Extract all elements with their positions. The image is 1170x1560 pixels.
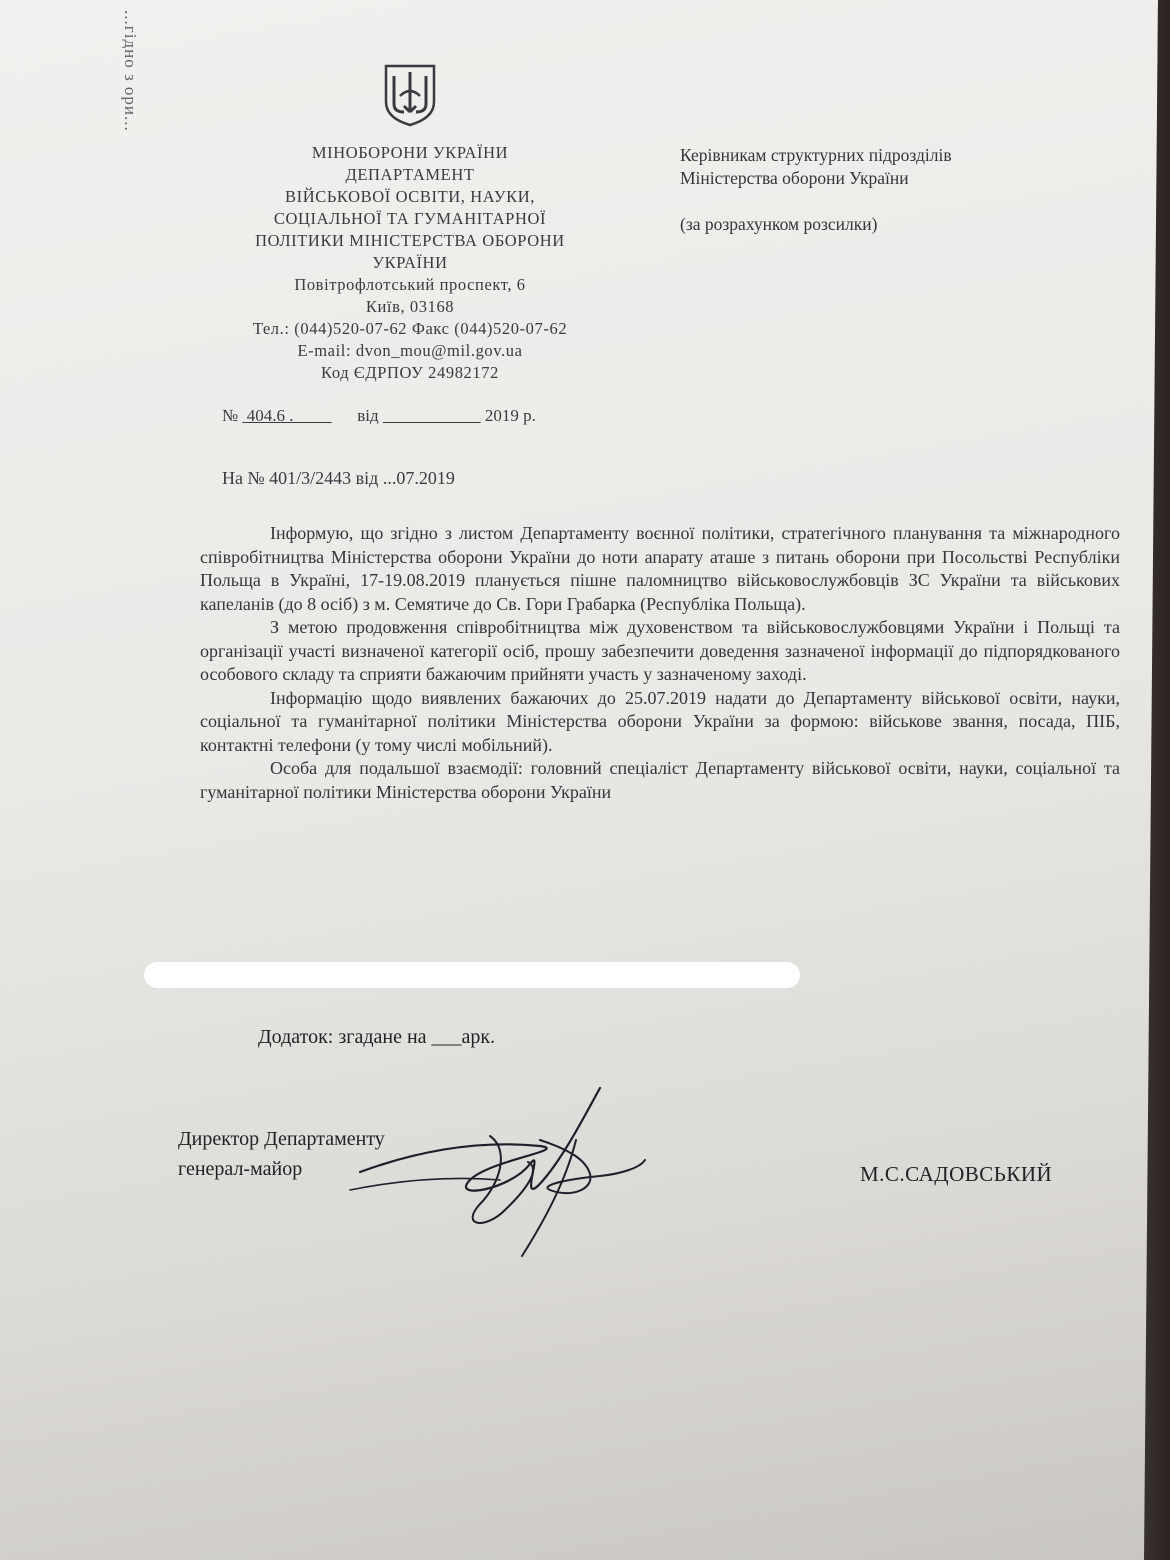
signer-position: Директор Департаменту — [178, 1128, 385, 1150]
registration-line — [222, 406, 536, 426]
vertical-margin-note: ...гідно з ори... — [121, 10, 140, 132]
body-paragraph: З метою продовження співробітництва між духовенством та військовослужбовцями України і Польщі та організації участі визначеної категорії осіб, прошу забезпечити доведення зазначеної інформації до підпорядкованого особового складу та сприяти бажаючим прийняти участь у зазначеному заході. — [200, 617, 1120, 684]
letterhead-address: Повітрофлотський проспект, 6 — [294, 275, 526, 294]
body-paragraph: Інформацію щодо виявлених бажаючих до 25.07.2019 надати до Департаменту військової освіти, науки, соціальної та гуманітарної політики Міністерства оборони України за формою: військове звання, посада, ПІБ, контактні телефони (у тому числі мобільний). — [200, 687, 1120, 755]
recipient-note: (за розрахунком розсилки) — [680, 214, 878, 234]
signer-rank: генерал-майор — [178, 1158, 303, 1180]
registration-number: 404.6 . — [246, 406, 332, 425]
letterhead-line: УКРАЇНИ — [372, 253, 448, 272]
registration-date-prefix: від — [357, 406, 379, 425]
letterhead-line: ПОЛІТИКИ МІНІСТЕРСТВА ОБОРОНИ — [255, 231, 565, 250]
registration-number-prefix: № — [222, 406, 239, 425]
handwritten-signature — [340, 1080, 660, 1270]
recipient-line: Міністерства оборони України — [680, 168, 909, 188]
letterhead-line: СОЦІАЛЬНОЇ ТА ГУМАНІТАРНОЇ — [273, 209, 547, 228]
reference-line: На № 401/3/2443 від ...07.2019 — [222, 468, 455, 488]
redaction-bar — [144, 962, 800, 988]
letterhead-city: Київ, 03168 — [365, 297, 455, 316]
letterhead-email: E-mail: dvon_mou@mil.gov.ua — [297, 341, 523, 360]
signer-name: М.С.САДОВСЬКИЙ — [860, 1162, 1053, 1186]
letterhead-phone: Тел.: (044)520-07-62 Факс (044)520-07-62 — [252, 319, 568, 338]
trident-emblem-icon — [380, 62, 440, 128]
body-paragraph: Інформую, що згідно з листом Департаменту воєнної політики, стратегічного планування та міжнародного співробітництва Міністерства оборони України до ноти апарату аташе з питань оборони при Посольстві Республіки Польща в Україні, 17-19.08.2019 планується пішне паломництво військовослужбовців ЗС України та військових капеланів (до 8 осіб) з м. Семятиче до Св. Гори Грабарка (Республіка Польща). — [200, 523, 1120, 614]
appendix-line: Додаток: згадане на ___арк. — [258, 1026, 496, 1048]
letterhead-code: Код ЄДРПОУ 24982172 — [321, 363, 499, 382]
registration-date-suffix: 2019 р. — [484, 406, 536, 425]
letter-body — [200, 522, 1120, 804]
letterhead-line: ДЕПАРТАМЕНТ — [345, 165, 475, 184]
recipient-block — [680, 144, 1100, 236]
body-paragraph: Особа для подальшої взаємодії: головний спеціаліст Департаменту військової освіти, науки, соціальної та гуманітарної політики Міністерства оборони України — [200, 758, 1120, 802]
letterhead — [200, 142, 620, 384]
letterhead-line: ВІЙСЬКОВОЇ ОСВІТИ, НАУКИ, — [285, 187, 535, 206]
letterhead-line: МІНОБОРОНИ УКРАЇНИ — [311, 143, 509, 162]
registration-date-blank — [383, 406, 481, 425]
recipient-line: Керівникам структурних підрозділів — [680, 145, 952, 165]
